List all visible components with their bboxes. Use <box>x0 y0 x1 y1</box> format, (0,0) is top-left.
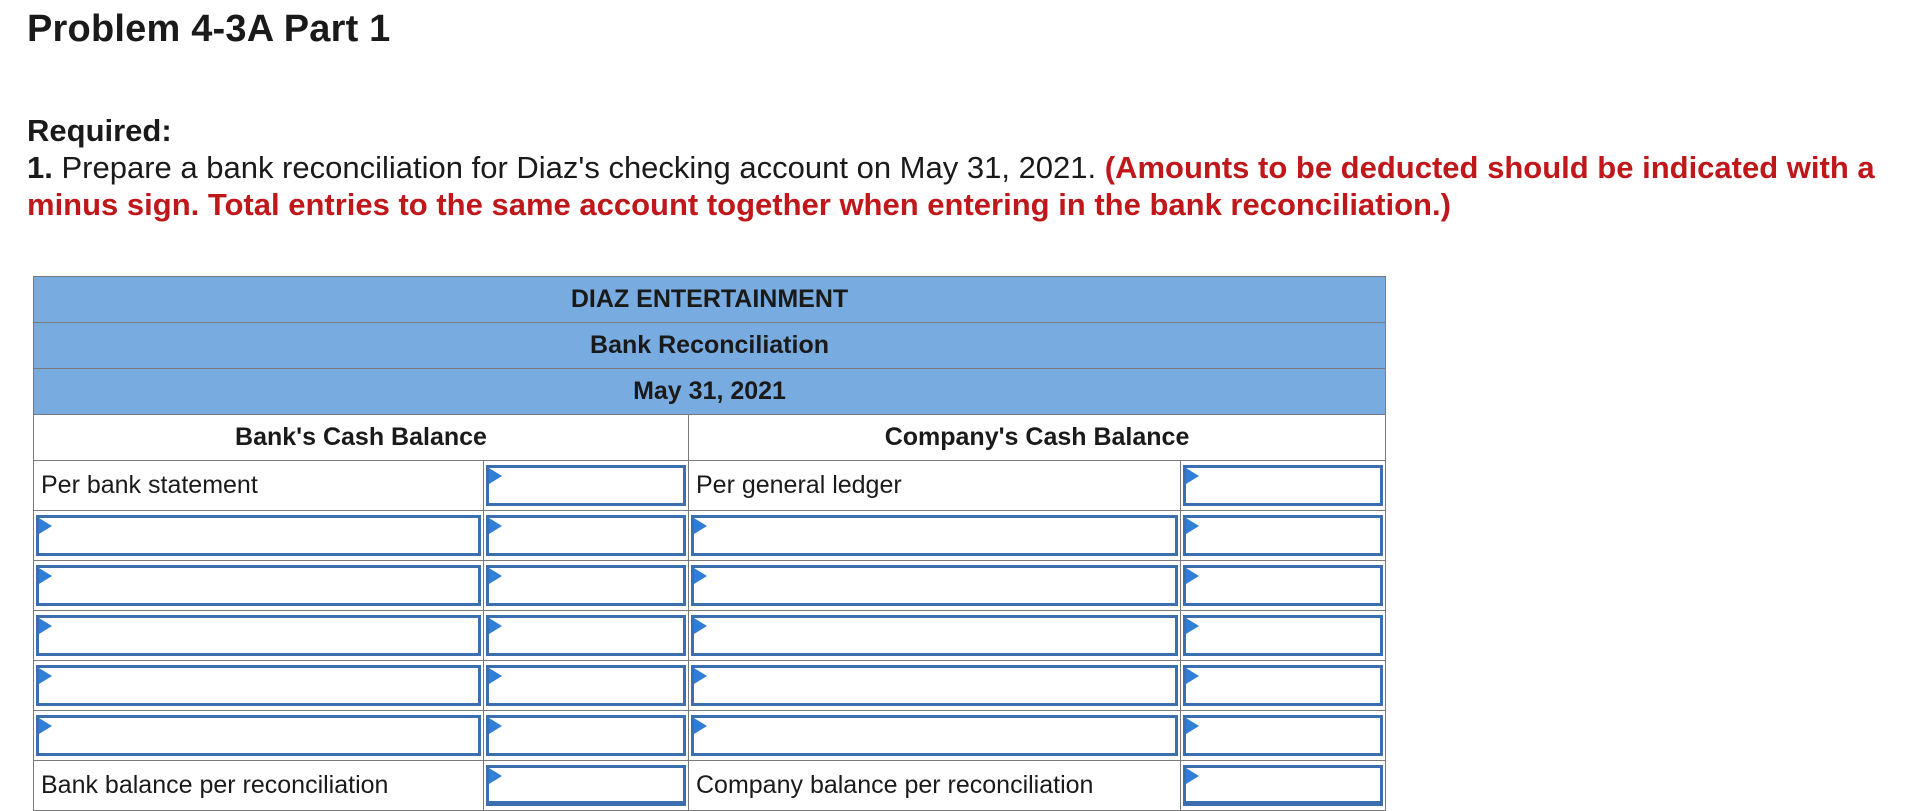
page-title: Problem 4-3A Part 1 <box>27 8 391 50</box>
bank-adjustment-description-input[interactable] <box>39 618 478 653</box>
per-general-ledger-amount-input[interactable] <box>1186 468 1380 503</box>
per-bank-statement-label: Per bank statement <box>34 461 484 511</box>
company-adjustment-amount-input[interactable] <box>1186 718 1380 753</box>
company-balance-total-input[interactable] <box>1186 768 1380 801</box>
dropdown-flag-icon <box>1186 718 1199 734</box>
instruction-number: 1. <box>27 150 53 185</box>
company-adjustment-description-input[interactable] <box>694 618 1175 653</box>
per-bank-statement-amount-input[interactable] <box>489 468 683 503</box>
dropdown-flag-icon <box>489 718 502 734</box>
dropdown-flag-icon <box>39 518 52 534</box>
dropdown-flag-icon <box>489 618 502 634</box>
dropdown-flag-icon <box>694 718 707 734</box>
dropdown-flag-icon <box>694 518 707 534</box>
company-adjustment-amount-input[interactable] <box>1186 618 1380 653</box>
statement-date-header: May 31, 2021 <box>34 369 1386 415</box>
required-label: Required: <box>27 113 172 148</box>
dropdown-flag-icon <box>39 668 52 684</box>
dropdown-flag-icon <box>1186 618 1199 634</box>
company-adjustment-description-input[interactable] <box>694 718 1175 753</box>
bank-adjustment-amount-input[interactable] <box>489 718 683 753</box>
dropdown-flag-icon <box>489 568 502 584</box>
per-general-ledger-label: Per general ledger <box>689 461 1181 511</box>
table-row <box>34 611 1386 661</box>
bank-adjustment-description-input[interactable] <box>39 668 478 703</box>
company-adjustment-description-input[interactable] <box>694 518 1175 553</box>
company-balance-per-reconciliation-label: Company balance per reconciliation <box>689 761 1181 811</box>
bank-reconciliation-table <box>33 276 1386 811</box>
dropdown-flag-icon <box>489 768 502 784</box>
bank-adjustment-amount-input[interactable] <box>489 668 683 703</box>
dropdown-flag-icon <box>1186 568 1199 584</box>
dropdown-flag-icon <box>39 718 52 734</box>
dropdown-flag-icon <box>1186 468 1199 484</box>
table-row <box>34 511 1386 561</box>
company-adjustment-amount-input[interactable] <box>1186 568 1380 603</box>
dropdown-flag-icon <box>694 568 707 584</box>
dropdown-flag-icon <box>489 518 502 534</box>
dropdown-flag-icon <box>39 618 52 634</box>
bank-adjustment-description-input[interactable] <box>39 518 478 553</box>
bank-cash-balance-header: Bank's Cash Balance <box>34 415 689 461</box>
company-adjustment-description-input[interactable] <box>694 668 1175 703</box>
table-row <box>34 461 1386 511</box>
company-adjustment-amount-input[interactable] <box>1186 668 1380 703</box>
company-amount-cell <box>1181 461 1386 511</box>
company-adjustment-amount-input[interactable] <box>1186 518 1380 553</box>
table-row <box>34 711 1386 761</box>
required-section <box>27 112 1887 223</box>
table-row <box>34 761 1386 811</box>
dropdown-flag-icon <box>1186 768 1199 784</box>
dropdown-flag-icon <box>39 568 52 584</box>
bank-adjustment-amount-input[interactable] <box>489 518 683 553</box>
company-name-header: DIAZ ENTERTAINMENT <box>34 277 1386 323</box>
bank-balance-total-input[interactable] <box>489 768 683 801</box>
bank-adjustment-description-input[interactable] <box>39 718 478 753</box>
bank-adjustment-description-input[interactable] <box>39 568 478 603</box>
dropdown-flag-icon <box>1186 668 1199 684</box>
table-row <box>34 661 1386 711</box>
statement-title-header: Bank Reconciliation <box>34 323 1386 369</box>
dropdown-flag-icon <box>694 668 707 684</box>
instruction-text: Prepare a bank reconciliation for Diaz's checking account on May 31, 2021. <box>52 150 1105 185</box>
bank-balance-per-reconciliation-label: Bank balance per reconciliation <box>34 761 484 811</box>
company-cash-balance-header: Company's Cash Balance <box>689 415 1386 461</box>
table-row <box>34 561 1386 611</box>
bank-adjustment-amount-input[interactable] <box>489 618 683 653</box>
dropdown-flag-icon <box>489 668 502 684</box>
company-adjustment-description-input[interactable] <box>694 568 1175 603</box>
dropdown-flag-icon <box>1186 518 1199 534</box>
bank-amount-cell <box>484 461 689 511</box>
instruction-note: (Amounts to be deducted should be indicated with a minus sign. Total entries to the same account together when entering in the bank reconciliation.) <box>27 150 1875 222</box>
dropdown-flag-icon <box>694 618 707 634</box>
dropdown-flag-icon <box>489 468 502 484</box>
bank-adjustment-amount-input[interactable] <box>489 568 683 603</box>
